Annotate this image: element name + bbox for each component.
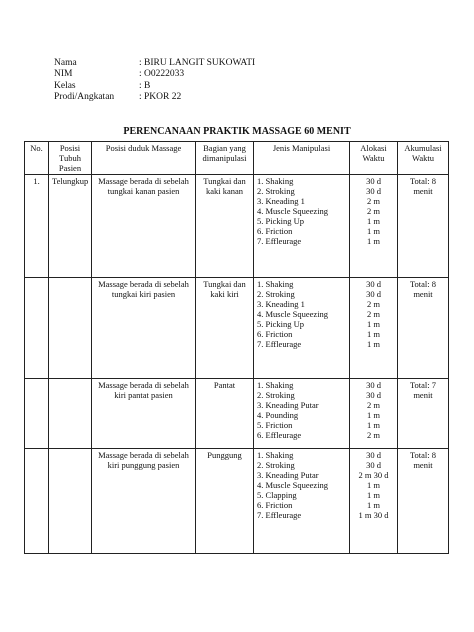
allocation-item: 1 m <box>367 490 380 500</box>
manipulation-item: 7. Effleurage <box>257 510 302 520</box>
cell-bagian: Tungkai dan kaki kiri <box>196 278 254 379</box>
allocation-item: 1 m <box>367 236 380 246</box>
allocation-item: 1 m 30 d <box>358 510 389 520</box>
info-value: : B <box>139 80 151 91</box>
table-header-row <box>25 142 449 175</box>
info-row-nim <box>54 69 255 80</box>
cell-alokasi <box>350 278 398 379</box>
allocation-item: 2 m <box>367 309 380 319</box>
manipulation-item: 3. Kneading 1 <box>257 196 305 206</box>
allocation-item: 2 m <box>367 196 380 206</box>
allocation-item: 30 d <box>366 176 381 186</box>
cell-no <box>25 278 49 379</box>
manipulation-item: 6. Friction <box>257 500 293 510</box>
allocation-item: 1 m <box>367 480 380 490</box>
cell-no: 1. <box>25 175 49 278</box>
header-alokasi: Alokasi Waktu <box>350 142 398 175</box>
info-row-kelas <box>54 81 255 92</box>
manipulation-item: 4. Pounding <box>257 410 299 420</box>
massage-plan-table <box>24 141 449 554</box>
manipulation-item: 6. Friction <box>257 226 293 236</box>
cell-bagian: Pantat <box>196 379 254 449</box>
table-row <box>25 278 449 379</box>
header-bagian: Bagian yang dimanipulasi <box>196 142 254 175</box>
document-title: PERENCANAAN PRAKTIK MASSAGE 60 MENIT <box>123 126 351 137</box>
cell-no <box>25 379 49 449</box>
allocation-item: 1 m <box>367 319 380 329</box>
manipulation-list <box>257 176 346 246</box>
allocation-list <box>353 279 394 349</box>
manipulation-item: 4. Muscle Squeezing <box>257 480 329 490</box>
manipulation-item: 5. Friction <box>257 420 293 430</box>
cell-akumulasi: Total: 8 menit <box>398 278 449 379</box>
cell-akumulasi: Total: 8 menit <box>398 175 449 278</box>
allocation-item: 1 m <box>367 410 380 420</box>
allocation-item: 1 m <box>367 339 380 349</box>
cell-posisi-tubuh <box>49 379 92 449</box>
manipulation-list <box>257 380 346 440</box>
header-posisi-duduk: Posisi duduk Massage <box>92 142 196 175</box>
cell-alokasi <box>350 175 398 278</box>
manipulation-list <box>257 450 346 520</box>
manipulation-item: 1. Shaking <box>257 450 294 460</box>
info-value: : BIRU LANGIT SUKOWATI <box>139 58 256 68</box>
allocation-item: 30 d <box>366 279 381 289</box>
allocation-item: 30 d <box>366 450 381 460</box>
manipulation-item: 2. Stroking <box>257 186 295 196</box>
manipulation-item: 1. Shaking <box>257 380 294 390</box>
cell-alokasi <box>350 379 398 449</box>
cell-posisi-duduk: Massage berada di sebelah kiri punggung pasien <box>92 449 196 554</box>
table-row <box>25 175 449 278</box>
cell-manipulasi <box>254 175 350 278</box>
cell-posisi-tubuh <box>49 449 92 554</box>
table-row <box>25 449 449 554</box>
manipulation-item: 1. Shaking <box>257 176 294 186</box>
manipulation-item: 4. Muscle Squeezing <box>257 309 329 319</box>
info-row-prodi <box>54 92 255 103</box>
cell-bagian: Punggung <box>196 449 254 554</box>
header-no: No. <box>25 142 49 175</box>
allocation-item: 1 m <box>367 500 380 510</box>
cell-no <box>25 449 49 554</box>
cell-posisi-tubuh <box>49 278 92 379</box>
allocation-item: 30 d <box>366 460 381 470</box>
allocation-item: 30 d <box>366 186 381 196</box>
manipulation-item: 1. Shaking <box>257 279 294 289</box>
allocation-item: 30 d <box>366 289 381 299</box>
manipulation-item: 2. Stroking <box>257 289 295 299</box>
manipulation-item: 6. Friction <box>257 329 293 339</box>
allocation-item: 1 m <box>367 329 380 339</box>
cell-manipulasi <box>254 278 350 379</box>
info-value: : O0222033 <box>139 69 185 80</box>
info-value: : PKOR 22 <box>139 92 182 103</box>
cell-posisi-duduk: Massage berada di sebelah tungkai kanan pasien <box>92 175 196 278</box>
manipulation-item: 5. Picking Up <box>257 216 304 226</box>
manipulation-list <box>257 279 346 349</box>
allocation-item: 2 m <box>367 299 380 309</box>
manipulation-item: 6. Effleurage <box>257 430 302 440</box>
cell-akumulasi: Total: 8 menit <box>398 449 449 554</box>
header-manipulasi: Jenis Manipulasi <box>254 142 350 175</box>
cell-manipulasi <box>254 449 350 554</box>
cell-posisi-tubuh: Telungkup <box>49 175 92 278</box>
allocation-item: 2 m <box>367 430 380 440</box>
manipulation-item: 5. Picking Up <box>257 319 304 329</box>
cell-akumulasi: Total: 7 menit <box>398 379 449 449</box>
allocation-item: 30 d <box>366 390 381 400</box>
manipulation-item: 3. Kneading 1 <box>257 299 305 309</box>
cell-manipulasi <box>254 379 350 449</box>
allocation-item: 30 d <box>366 380 381 390</box>
manipulation-item: 2. Stroking <box>257 460 295 470</box>
allocation-item: 1 m <box>367 420 380 430</box>
allocation-item: 1 m <box>367 216 380 226</box>
info-label: NIM <box>54 69 73 80</box>
header-akumulasi: Akumulasi Waktu <box>398 142 449 175</box>
allocation-item: 2 m 30 d <box>358 470 389 480</box>
cell-bagian: Tungkai dan kaki kanan <box>196 175 254 278</box>
manipulation-item: 3. Kneading Putar <box>257 400 319 410</box>
info-label: Kelas <box>54 80 76 91</box>
table-row <box>25 379 449 449</box>
student-info <box>54 58 255 104</box>
cell-posisi-duduk: Massage berada di sebelah kiri pantat pasien <box>92 379 196 449</box>
allocation-item: 1 m <box>367 226 380 236</box>
info-label: Nama <box>54 58 77 68</box>
manipulation-item: 2. Stroking <box>257 390 295 400</box>
allocation-list <box>353 176 394 246</box>
manipulation-item: 7. Effleurage <box>257 236 302 246</box>
allocation-list <box>353 380 394 440</box>
allocation-list <box>353 450 394 520</box>
manipulation-item: 7. Effleurage <box>257 339 302 349</box>
info-label: Prodi/Angkatan <box>54 92 115 103</box>
header-posisi-tubuh: Posisi Tubuh Pasien <box>49 142 92 175</box>
cell-posisi-duduk: Massage berada di sebelah tungkai kiri pasien <box>92 278 196 379</box>
info-row-nama <box>54 58 255 69</box>
manipulation-item: 3. Kneading Putar <box>257 470 319 480</box>
allocation-item: 2 m <box>367 400 380 410</box>
manipulation-item: 5. Clapping <box>257 490 297 500</box>
manipulation-item: 4. Muscle Squeezing <box>257 206 329 216</box>
cell-alokasi <box>350 449 398 554</box>
allocation-item: 2 m <box>367 206 380 216</box>
table-body <box>25 175 449 554</box>
